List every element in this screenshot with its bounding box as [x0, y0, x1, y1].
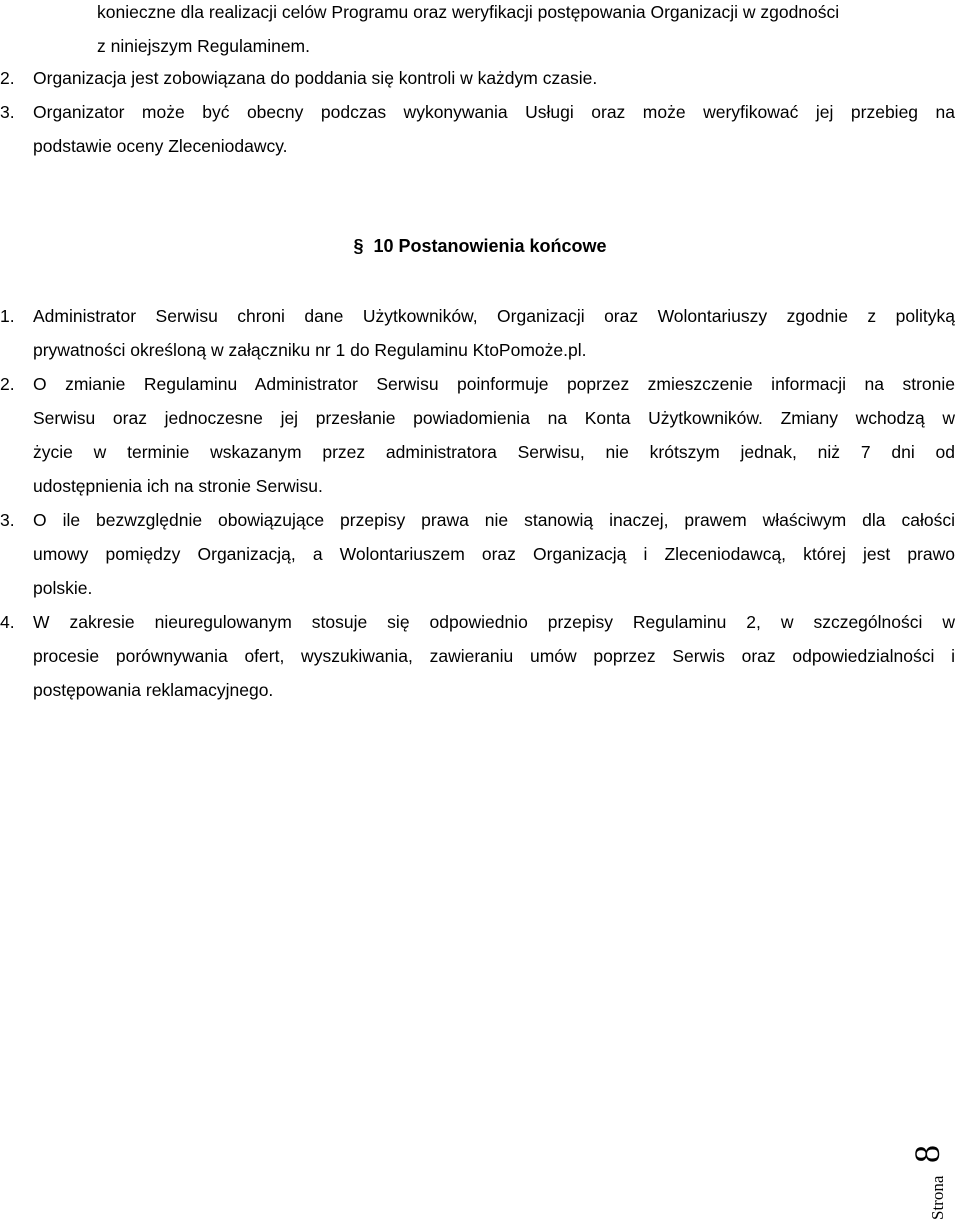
continuation-line-1: konieczne dla realizacji celów Programu oraz weryfikacji postępowania Organizacji w zgodności — [97, 2, 840, 22]
paragraph-line: umowy pomiędzy Organizacją, a Wolontariuszem oraz Organizacją i Zleceniodawcą, której jest prawo — [33, 544, 955, 564]
paragraph-line: postępowania reklamacyjnego. — [33, 680, 274, 700]
item-number: 2. — [0, 374, 15, 394]
paragraph-line: Serwisu oraz jednoczesne jej przesłanie powiadomienia na Konta Użytkowników. Zmiany wchodzą w — [33, 408, 955, 428]
section-sign: § — [353, 236, 364, 256]
paragraph-line: życie w terminie wskazanym przez administratora Serwisu, nie krótszym jednak, niż 7 dni od — [33, 442, 955, 462]
paragraph-line: Administrator Serwisu chroni dane Użytkowników, Organizacji oraz Wolontariuszy zgodnie z polityką — [33, 306, 955, 326]
paragraph-line: procesie porównywania ofert, wyszukiwania, zawieraniu umów poprzez Serwis oraz odpowiedzialności i — [33, 646, 955, 666]
item-number: 1. — [0, 306, 15, 326]
paragraph-line: Organizator może być obecny podczas wykonywania Usługi oraz może weryfikować jej przebieg na — [33, 102, 955, 122]
paragraph-line: O ile bezwzględnie obowiązujące przepisy prawa nie stanowią inaczej, prawem właściwym dla całości — [33, 510, 955, 530]
paragraph-line: O zmianie Regulaminu Administrator Serwisu poinformuje poprzez zmieszczenie informacji na stronie — [33, 374, 955, 394]
item-number: 2. — [0, 68, 15, 88]
paragraph-line: Organizacja jest zobowiązana do poddania się kontroli w każdym czasie. — [33, 68, 598, 88]
section-title: 10 Postanowienia końcowe — [373, 236, 607, 256]
paragraph-line: prywatności określoną w załączniku nr 1 do Regulaminu KtoPomoże.pl. — [33, 340, 587, 360]
item-number: 4. — [0, 612, 15, 632]
section-heading — [0, 233, 960, 259]
continuation-line-2: z niniejszym Regulaminem. — [97, 36, 310, 56]
item-number: 3. — [0, 102, 15, 122]
paragraph-line: polskie. — [33, 578, 93, 598]
page-footer — [907, 1134, 956, 1220]
page-label: Strona — [928, 1175, 947, 1220]
item-number: 3. — [0, 510, 15, 530]
paragraph-line: udostępnienia ich na stronie Serwisu. — [33, 476, 323, 496]
paragraph-line: W zakresie nieuregulowanym stosuje się odpowiednio przepisy Regulaminu 2, w szczególności w — [33, 612, 955, 632]
page-number: 8 — [907, 1145, 947, 1163]
paragraph-line: podstawie oceny Zleceniodawcy. — [33, 136, 288, 156]
